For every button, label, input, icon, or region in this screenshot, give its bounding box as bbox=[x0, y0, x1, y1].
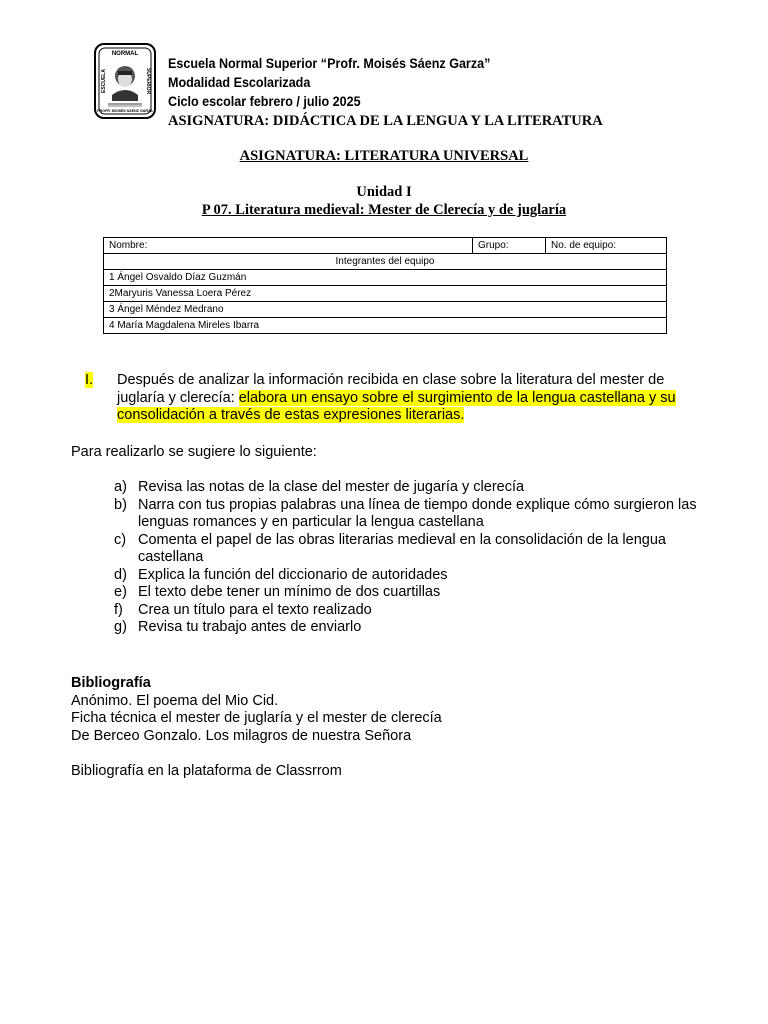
school-name: Escuela Normal Superior “Profr. Moisés Sáenz Garza” bbox=[168, 56, 491, 71]
list-item bbox=[114, 532, 714, 567]
step-text: Explica la función del diccionario de autoridades bbox=[138, 566, 448, 583]
list-item bbox=[114, 584, 714, 602]
list-item bbox=[114, 602, 714, 620]
steps-list bbox=[114, 479, 714, 637]
bibliography bbox=[71, 675, 711, 780]
step-text: Revisa tu trabajo antes de enviarlo bbox=[138, 619, 362, 635]
subject-heading: ASIGNATURA: DIDÁCTICA DE LA LENGUA Y LA LITERATURA bbox=[168, 113, 603, 129]
instruction-text bbox=[117, 372, 707, 425]
step-text: Revisa las notas de la clase del mester de jugaría y clerecía bbox=[138, 479, 525, 495]
step-label: c) bbox=[114, 531, 127, 548]
logo-bottom-text: PROFR. MOISÉS SÁENZ GARZA bbox=[97, 109, 153, 113]
grupo-cell[interactable]: Grupo: bbox=[473, 238, 546, 254]
list-item bbox=[114, 479, 714, 497]
bibliography-entry: De Berceo Gonzalo. Los milagros de nuestra Señora bbox=[71, 727, 412, 744]
equipo-cell[interactable]: No. de equipo: bbox=[546, 238, 667, 254]
step-label: d) bbox=[114, 566, 127, 583]
school-seal-logo bbox=[94, 43, 156, 119]
instruction-highlight: elabora un ensayo sobre el surgimiento de la lengua castellana y su consolidación a través de estas expresiones literarias. bbox=[117, 389, 676, 423]
instruction-plain: Después de analizar la información recibida en clase sobre la literatura del mester de juglaría y clerecía: bbox=[117, 372, 665, 406]
suggestion-intro: Para realizarlo se sugiere lo siguiente: bbox=[71, 444, 317, 460]
step-label: b) bbox=[114, 496, 127, 513]
member-row: 1 Ángel Osvaldo Díaz Guzmán bbox=[104, 270, 667, 286]
step-text: Crea un título para el texto realizado bbox=[138, 601, 372, 618]
logo-top-text: NORMAL bbox=[111, 51, 139, 57]
bibliography-entry: Anónimo. El poema del Mio Cid. bbox=[71, 692, 279, 709]
list-item bbox=[114, 567, 714, 585]
step-label: g) bbox=[114, 619, 127, 635]
integrantes-header: Integrantes del equipo bbox=[104, 254, 667, 270]
member-row: 3 Ángel Méndez Medrano bbox=[104, 302, 667, 318]
step-text: Comenta el papel de las obras literarias medieval en la consolidación de la lengua castellana bbox=[138, 531, 666, 565]
member-row: 4 María Magdalena Mireles Ibarra bbox=[104, 318, 667, 334]
numeral-highlight: I. bbox=[85, 372, 94, 388]
nombre-cell[interactable]: Nombre: bbox=[104, 238, 473, 254]
step-label: e) bbox=[114, 584, 127, 600]
list-item bbox=[114, 619, 714, 637]
unit-title: Unidad I bbox=[356, 184, 412, 200]
school-cycle: Ciclo escolar febrero / julio 2025 bbox=[168, 94, 361, 109]
bibliography-entry: Ficha técnica el mester de juglaría y el mester de clerecía bbox=[71, 710, 442, 726]
logo-right-text: SUPERIOR bbox=[145, 67, 151, 95]
logo-left-text: ESCUELA bbox=[101, 69, 107, 93]
practice-title: P 07. Literatura medieval: Mester de Clerecía y de juglaría bbox=[201, 202, 567, 218]
bibliography-title: Bibliografía bbox=[71, 675, 151, 691]
step-text: El texto debe tener un mínimo de dos cuartillas bbox=[138, 584, 441, 600]
team-info-table bbox=[103, 237, 667, 334]
step-label: f) bbox=[114, 601, 123, 618]
member-row: 2Maryuris Vanessa Loera Pérez bbox=[104, 286, 667, 302]
subject-heading-2: ASIGNATURA: LITERATURA UNIVERSAL bbox=[239, 148, 529, 164]
bibliography-platform: Bibliografía en la plataforma de Classrrom bbox=[71, 762, 342, 779]
step-text: Narra con tus propias palabras una línea de tiempo donde explique cómo surgieron las lenguas romances y en particular la lengua castellana bbox=[138, 496, 697, 530]
list-item bbox=[114, 497, 714, 532]
step-label: a) bbox=[114, 479, 127, 495]
instruction-numeral bbox=[85, 372, 93, 390]
modality: Modalidad Escolarizada bbox=[168, 75, 311, 90]
